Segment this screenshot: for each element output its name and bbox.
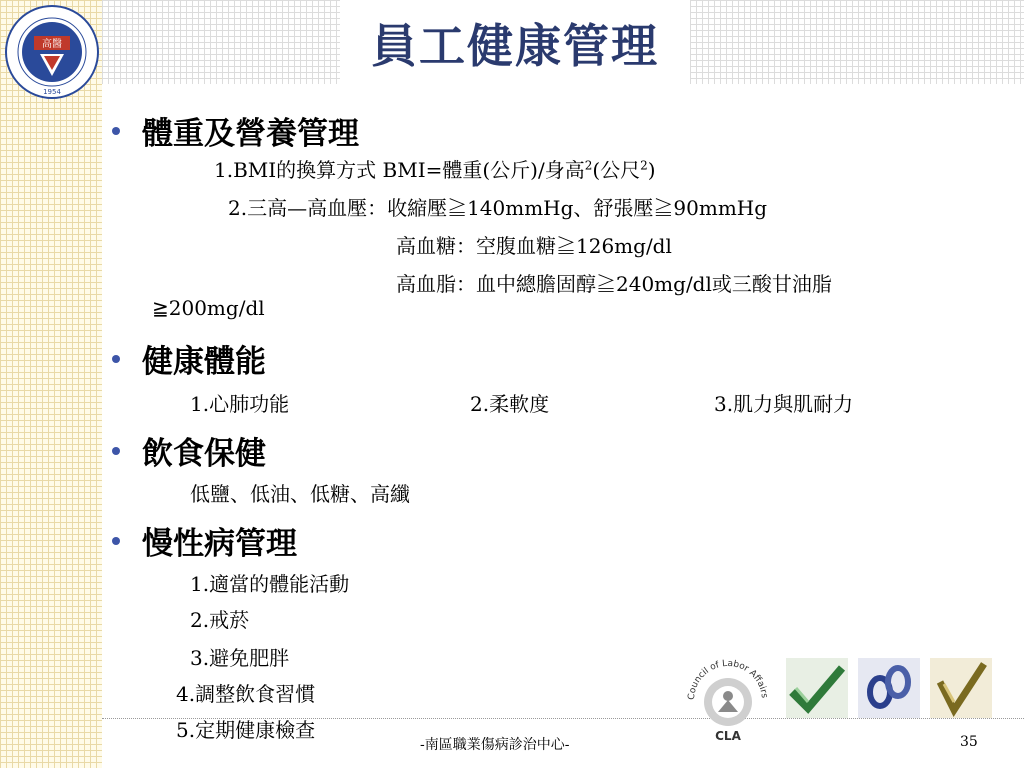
gold-check-image [930,658,992,718]
chronic-item: 1.適當的體能活動 [190,572,350,596]
bullet-icon [112,447,120,455]
section-heading: 飲食保健 [142,436,266,472]
footer-center-text: -南區職業傷病診治中心- [420,737,570,753]
fitness-item: 1.心肺功能 [190,392,290,416]
hyperlipidemia-line: 高血脂：血中總膽固醇≧240mg/dl或三酸甘油脂 [396,272,832,296]
hypertension-line: 2.三高—高血壓：收縮壓≧140mmHg、舒張壓≧90mmHg [228,196,768,220]
chronic-item: 3.避免肥胖 [190,646,290,670]
footer-divider [102,718,1024,719]
section-heading: 健康體能 [142,344,266,380]
university-logo [4,4,100,100]
page-number: 35 [960,734,978,750]
blue-rings-image [858,658,920,718]
bullet-icon [112,355,120,363]
diet-line: 低鹽、低油、低糖、高纖 [190,482,410,506]
section-chronic [112,518,297,563]
section-heading: 慢性病管理 [142,526,297,562]
cla-logo [680,646,776,746]
green-check-image [786,658,848,718]
section-diet [112,428,266,473]
fitness-item: 3.肌力與肌耐力 [714,392,854,416]
hyperlipidemia-line-cont: ≧200mg/dl [152,296,265,320]
svg-text:Council of Labor Affairs: Council of Labor Affairs [686,658,769,701]
svg-text:1954: 1954 [43,88,61,96]
bmi-formula-line: 1.BMI的換算方式 BMI=體重(公斤)/身高$^2$(公尺$^2$) [214,158,656,182]
bullet-icon [112,537,120,545]
fitness-item: 2.柔軟度 [470,392,550,416]
chronic-item: 5.定期健康檢查 [176,718,316,742]
section-weight [112,108,359,153]
svg-text:高醫: 高醫 [42,39,62,50]
bullet-icon [112,127,120,135]
left-grid-decoration [0,0,102,768]
chronic-item: 4.調整飲食習慣 [176,682,316,706]
page-title: 員工健康管理 [371,19,659,73]
hyperglycemia-line: 高血糖：空腹血糖≧126mg/dl [396,234,672,258]
svg-text:CLA: CLA [715,729,741,743]
section-fitness [112,336,266,381]
chronic-item: 2.戒菸 [190,608,250,632]
section-heading: 體重及營養管理 [142,116,359,152]
